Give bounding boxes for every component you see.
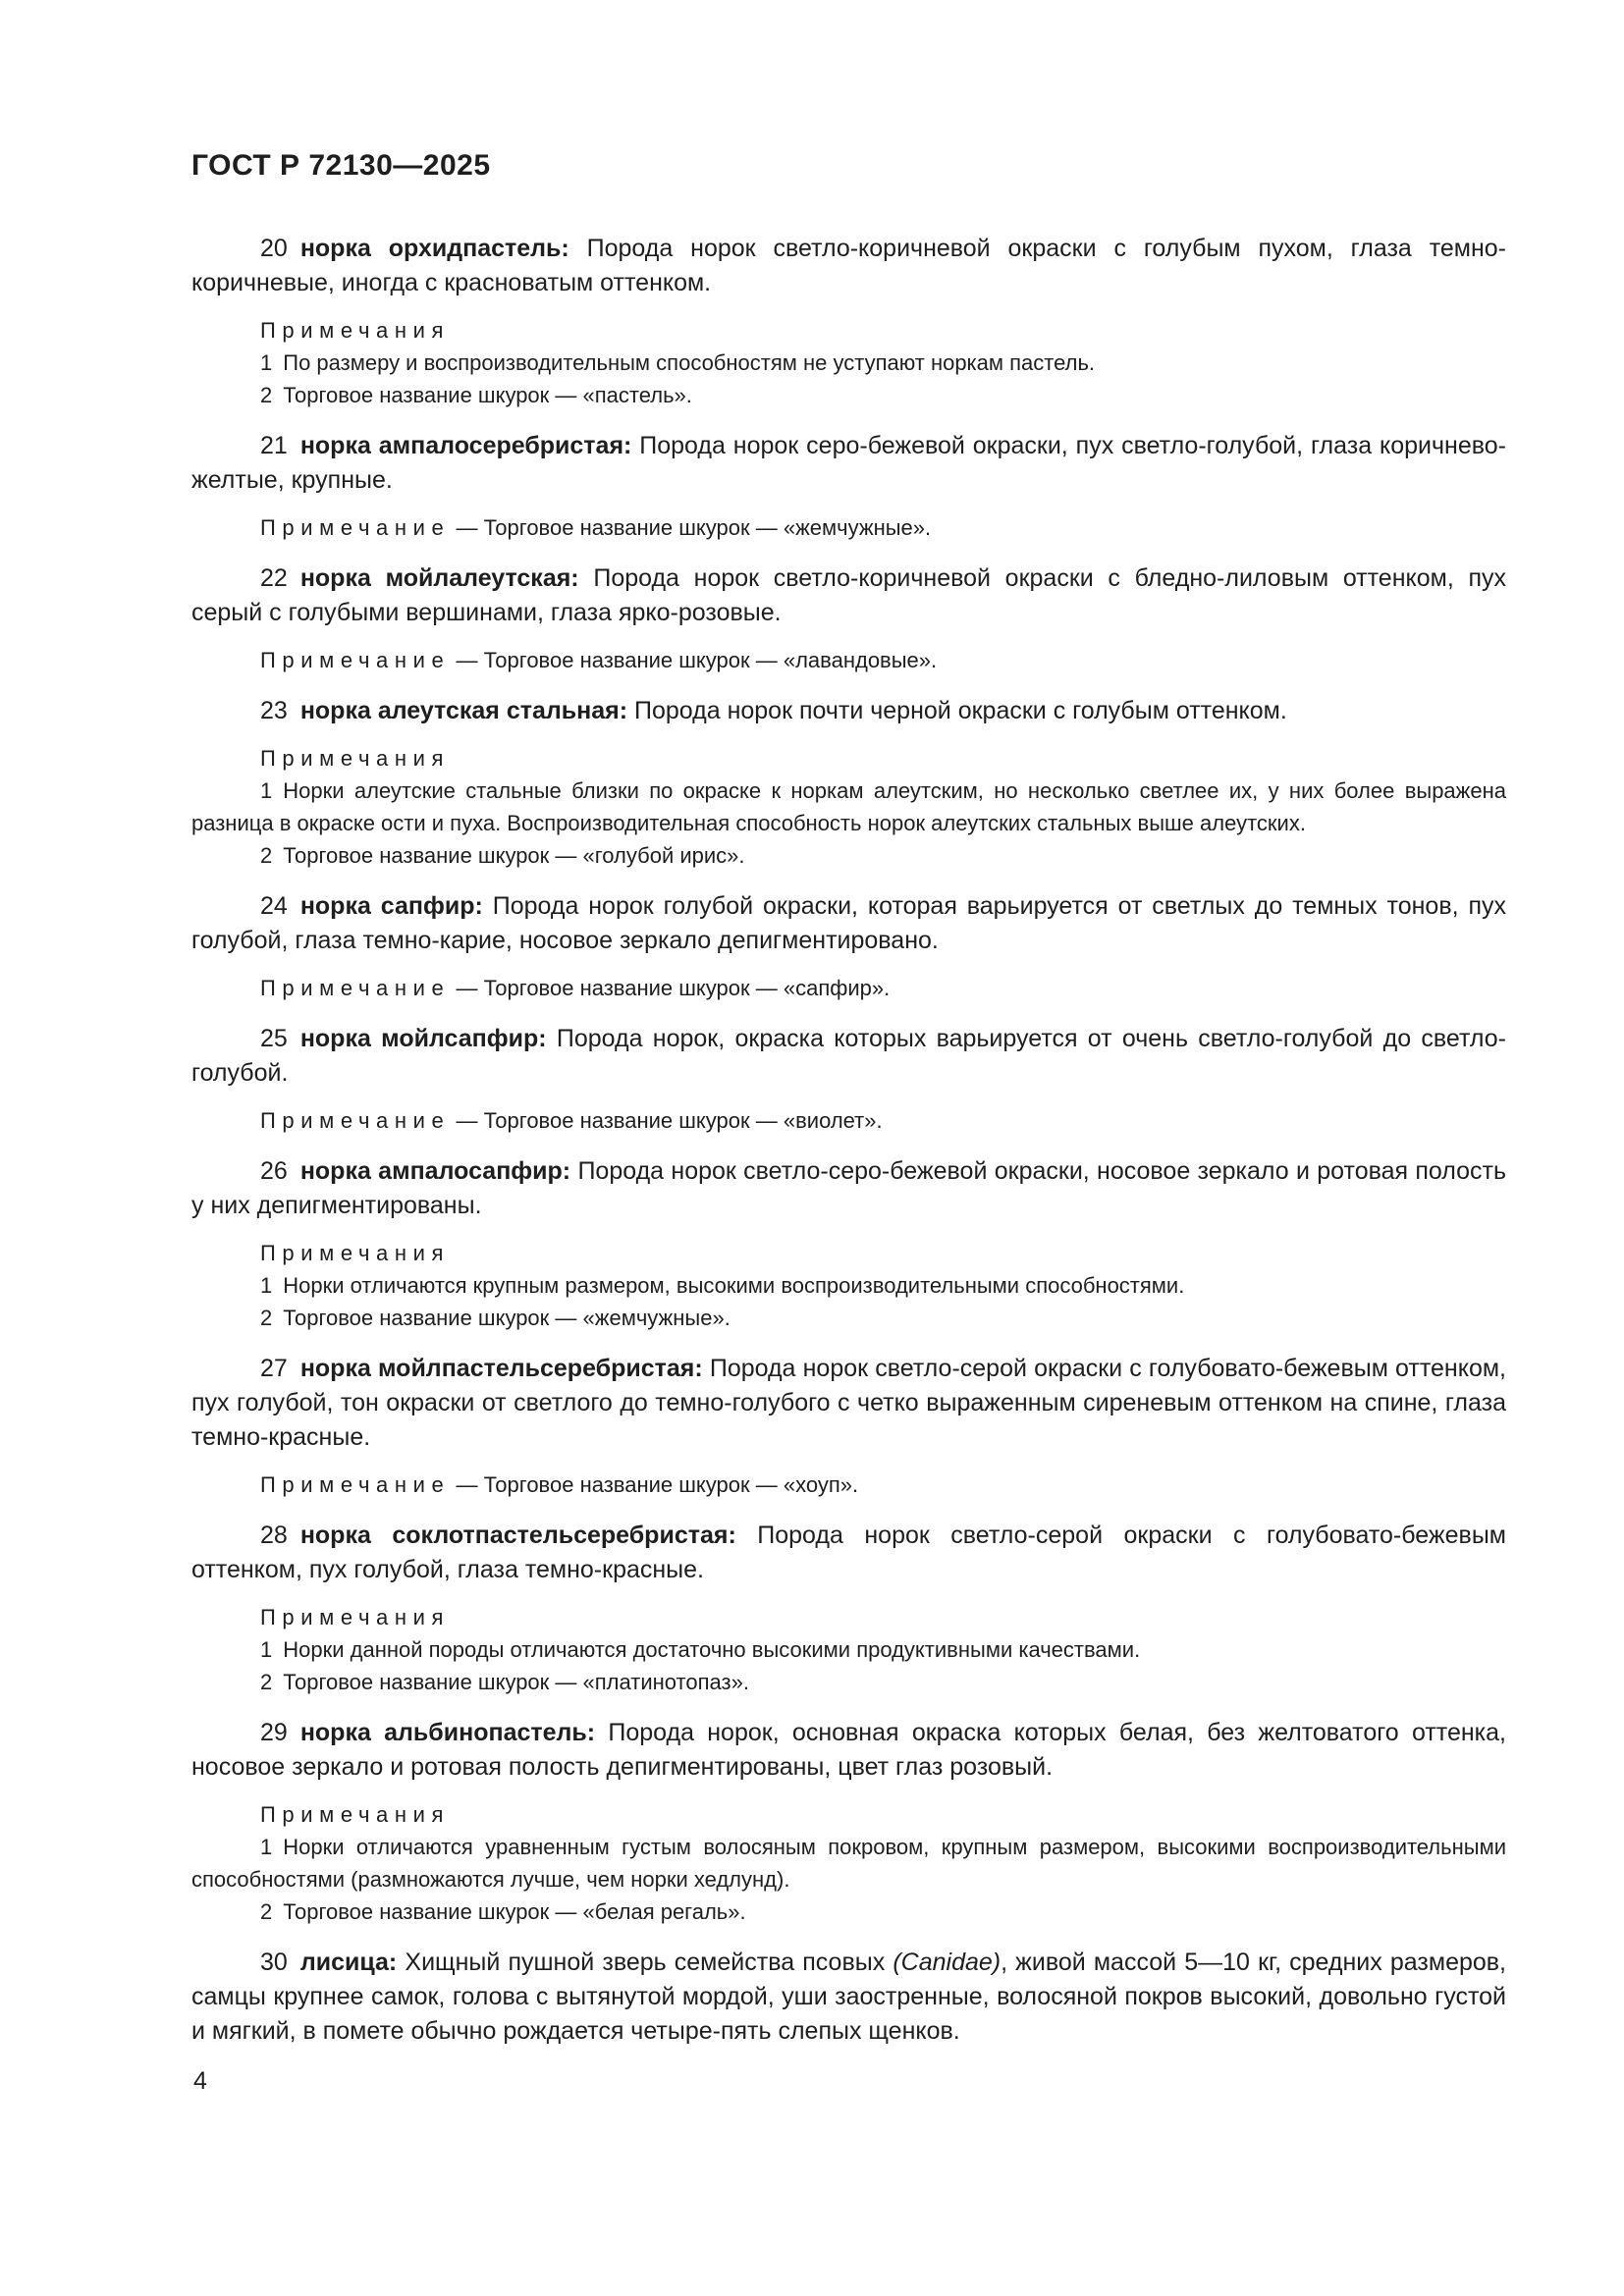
term-name: норка ампалосапфир: (299, 1157, 571, 1185)
term-name: норка ампалосеребристая: (299, 432, 632, 459)
document-code: ГОСТ Р 72130—2025 (191, 149, 491, 182)
notes-group (191, 1237, 1506, 1334)
note-label: Примечание (260, 1108, 451, 1133)
term-paragraph (191, 561, 1506, 630)
notes-group (191, 742, 1506, 872)
term-number: 26 (260, 1157, 288, 1185)
term-definition-text: Порода норок серо-бежевой окраски, пух светло-голубой, глаза коричнево-желтые, крупные. (191, 432, 1506, 494)
term-number: 28 (260, 1522, 288, 1549)
term-definition-text: Порода норок, основная окраска которых белая, без желтоватого оттенка, носовое зеркало и ротовая полость депигментированы, цвет глаз розовый. (191, 1719, 1506, 1781)
term-name: норка орхидпастель: (299, 235, 569, 262)
term-note (191, 1468, 1506, 1501)
note-item-text: Торговое название шкурок — «жемчужные». (283, 1306, 731, 1330)
note-item-text: Торговое название шкурок — «белая регаль». (283, 1899, 746, 1924)
term-paragraph (191, 1946, 1506, 2049)
term-paragraph (191, 429, 1506, 498)
notes-heading (191, 1237, 1506, 1269)
note-item-number: 1 (260, 1273, 273, 1298)
term-paragraph (191, 1716, 1506, 1785)
note-item (191, 774, 1506, 839)
term-name: лисица: (299, 1949, 398, 1976)
note-label: Примечание (260, 1472, 451, 1497)
terms-section (191, 232, 1506, 2049)
note-text: — Торговое название шкурок — «лавандовые». (456, 648, 938, 672)
term-definition-text: Порода норок светло-серо-бежевой окраски, носовое зеркало и ротовая полость у них депигментированы. (191, 1157, 1507, 1219)
note-item (191, 1633, 1506, 1666)
note-item-number: 1 (260, 350, 273, 375)
term-paragraph (191, 889, 1506, 958)
note-item-number: 2 (260, 1899, 273, 1924)
term-note (191, 644, 1506, 676)
term-number: 30 (260, 1949, 288, 1976)
note-item-text: Торговое название шкурок — «пастель». (283, 383, 692, 407)
term-name: норка мойлпастельсеребристая: (299, 1355, 703, 1382)
notes-group (191, 314, 1506, 411)
term-definition-text: Порода норок светло-серой окраски с голубовато-бежевым оттенком, пух голубой, тон окраски от светлого до темно-голубого с четко выраженным сиреневым оттенком на спине, глаза темно-красные. (191, 1355, 1506, 1451)
term-definition-text: Порода норок светло-коричневой окраски с бледно-лиловым оттенком, пух серый с голубыми вершинами, глаза ярко-розовые. (191, 564, 1506, 626)
note-label: Примечания (260, 318, 451, 343)
term-definition-text: , живой массой 5—10 кг, средних размеров, самцы крупнее самок, голова с вытянутой мордой, уши заостренные, волосяной покров высокий, довольно густой и мягкий, в помете обычно рождается четыре-пять слепых щенков. (191, 1949, 1507, 2045)
term-paragraph (191, 1352, 1506, 1455)
note-item-text: Норки алеутские стальные близки по окраске к норкам алеутским, но несколько светлее их, у них более выражена разница в окраске ости и пуха. Воспроизводительная способность норок алеутских стальных выше алеутских. (191, 778, 1506, 835)
term-number: 27 (260, 1355, 288, 1382)
note-item (191, 1666, 1506, 1698)
term-number: 21 (260, 432, 288, 459)
notes-group (191, 1601, 1506, 1698)
note-item-text: Норки отличаются уравненным густым волосяным покровом, крупным размером, высокими воспроизводительными способностями (размножаются лучше, чем норки хедлунд). (191, 1835, 1506, 1892)
note-label: Примечание (260, 648, 451, 672)
note-item-number: 1 (260, 1637, 273, 1662)
note-text: — Торговое название шкурок — «виолет». (456, 1108, 883, 1133)
term-name: норка альбинопастель: (299, 1719, 596, 1746)
notes-group (191, 1798, 1506, 1928)
note-item (191, 347, 1506, 379)
note-item-number: 1 (260, 778, 273, 803)
note-item (191, 379, 1506, 411)
term-definition-text: Порода норок голубой окраски, которая варьируется от светлых до темных тонов, пух голубой, глаза темно-карие, носовое зеркало депигментировано. (191, 892, 1506, 954)
note-text: — Торговое название шкурок — «хоуп». (456, 1472, 859, 1497)
term-definition-text: Хищный пушной зверь семейства псовых (405, 1949, 893, 1976)
term-number: 29 (260, 1719, 288, 1746)
term-paragraph (191, 1519, 1506, 1587)
term-name: норка алеутская стальная: (299, 697, 628, 724)
term-number: 22 (260, 564, 288, 592)
note-label: Примечания (260, 1241, 451, 1265)
term-number: 24 (260, 892, 288, 920)
term-name: норка соклотпастельсеребристая: (299, 1522, 736, 1549)
term-note (191, 511, 1506, 544)
notes-heading (191, 1798, 1506, 1831)
note-item-text: По размеру и воспроизводительным способностям не уступают норкам пастель. (283, 350, 1096, 375)
note-item-text: Торговое название шкурок — «платинотопаз». (283, 1670, 749, 1694)
term-number: 23 (260, 697, 288, 724)
term-definition-text: Порода норок почти черной окраски с голубым оттенком. (634, 697, 1287, 724)
term-definition-text: Порода норок светло-коричневой окраски с голубым пухом, глаза темно-коричневые, иногда с красноватым оттенком. (191, 235, 1506, 296)
term-definition-text: Порода норок, окраска которых варьируется от очень светло-голубой до светло-голубой. (191, 1025, 1506, 1087)
notes-heading (191, 742, 1506, 774)
note-item-text: Норки отличаются крупным размером, высокими воспроизводительными способностями. (283, 1273, 1185, 1298)
term-name: норка сапфир: (299, 892, 483, 920)
note-item-number: 2 (260, 1306, 273, 1330)
term-name: норка мойлсапфир: (299, 1025, 547, 1052)
term-definition-text: (Canidae) (893, 1949, 1001, 1976)
note-text: — Торговое название шкурок — «жемчужные». (456, 515, 932, 540)
note-label: Примечание (260, 976, 451, 1000)
note-item (191, 1896, 1506, 1928)
note-label: Примечание (260, 515, 451, 540)
note-item-number: 2 (260, 383, 273, 407)
note-label: Примечания (260, 746, 451, 771)
note-item-number: 2 (260, 843, 273, 868)
term-number: 20 (260, 235, 288, 262)
term-paragraph (191, 1154, 1506, 1223)
note-item-number: 2 (260, 1670, 273, 1694)
note-item-text: Торговое название шкурок — «голубой ирис». (283, 843, 745, 868)
term-paragraph (191, 694, 1506, 728)
notes-heading (191, 314, 1506, 347)
term-paragraph (191, 232, 1506, 300)
notes-heading (191, 1601, 1506, 1633)
note-item (191, 1269, 1506, 1302)
term-paragraph (191, 1022, 1506, 1091)
term-definition-text: Порода норок светло-серой окраски с голубовато-бежевым оттенком, пух голубой, глаза темно-красные. (191, 1522, 1506, 1583)
note-label: Примечания (260, 1802, 451, 1827)
term-note (191, 972, 1506, 1004)
page-number: 4 (193, 2067, 207, 2095)
note-text: — Торговое название шкурок — «сапфир». (456, 976, 891, 1000)
note-item-text: Норки данной породы отличаются достаточно высокими продуктивными качествами. (283, 1637, 1141, 1662)
note-item (191, 1831, 1506, 1896)
note-item (191, 839, 1506, 872)
note-item (191, 1302, 1506, 1334)
note-item-number: 1 (260, 1835, 273, 1859)
term-number: 25 (260, 1025, 288, 1052)
term-name: норка мойлалеутская: (299, 564, 579, 592)
note-label: Примечания (260, 1605, 451, 1629)
term-note (191, 1104, 1506, 1137)
